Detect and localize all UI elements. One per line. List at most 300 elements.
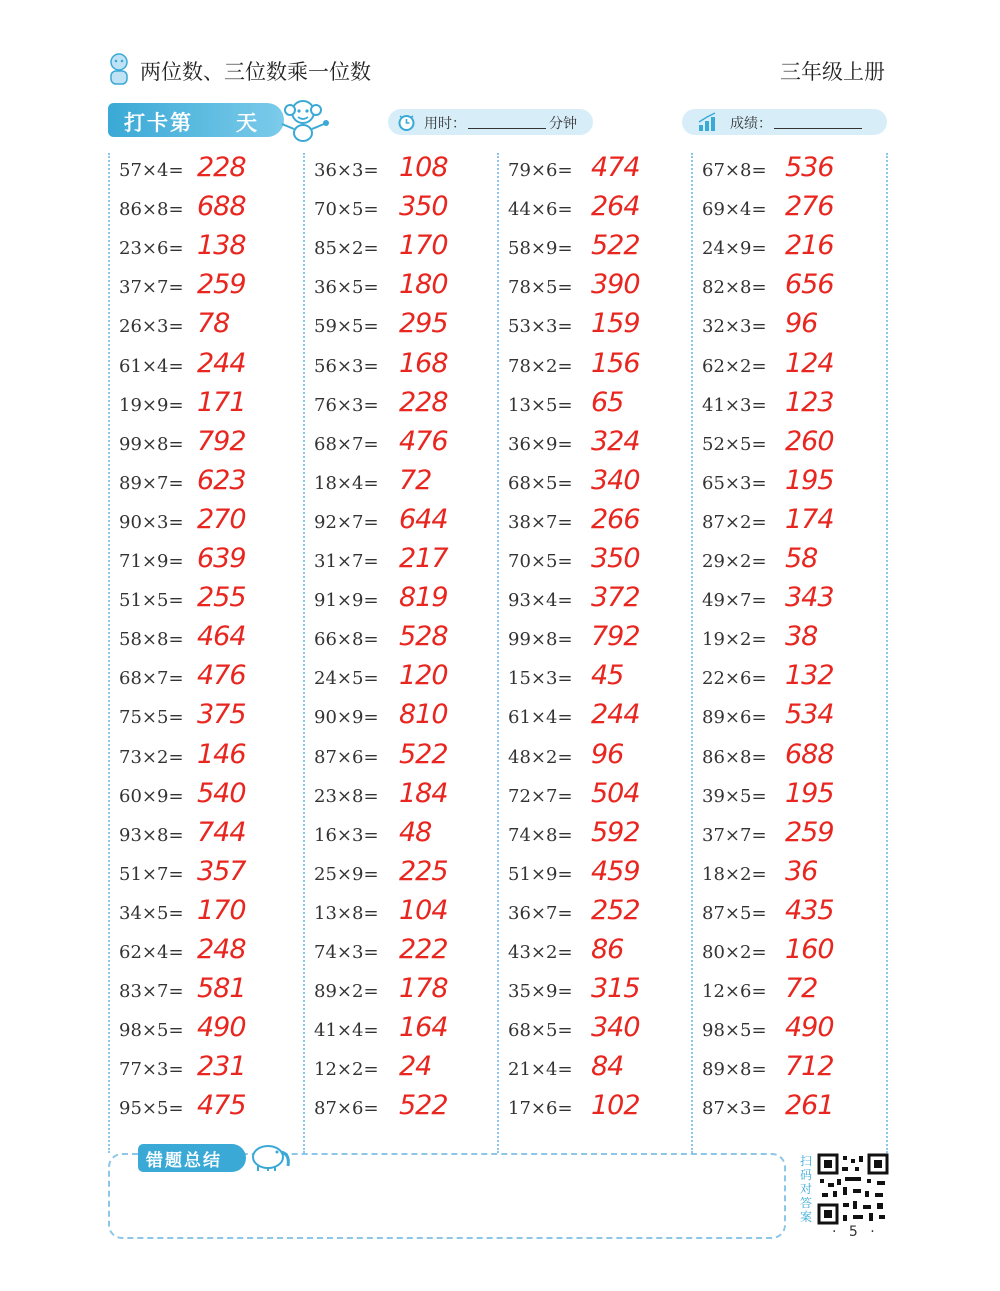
problem-row — [119, 386, 299, 430]
problem-question: 18×2= — [702, 863, 767, 885]
problem-row — [508, 738, 688, 782]
score-label: 成绩： — [730, 116, 772, 132]
handwritten-answer: 248 — [197, 934, 246, 965]
handwritten-answer: 350 — [399, 191, 448, 223]
problem-question: 52×5= — [702, 433, 767, 455]
problem-question: 38×7= — [508, 511, 573, 533]
problem-row — [119, 152, 299, 195]
problem-question: 43×2= — [508, 942, 573, 963]
problem-question: 85×2= — [314, 238, 379, 260]
problem-row — [119, 269, 299, 312]
problem-row — [314, 660, 494, 703]
handwritten-answer: 132 — [785, 660, 834, 692]
problem-question: 26×3= — [119, 316, 184, 338]
problem-question: 87×5= — [702, 902, 767, 924]
handwritten-answer: 744 — [197, 816, 246, 848]
problem-row — [314, 425, 494, 469]
problem-row — [702, 464, 882, 508]
problem-row — [119, 621, 299, 664]
problem-question: 29×2= — [702, 551, 767, 572]
problem-question: 87×6= — [314, 1098, 379, 1120]
problem-question: 12×2= — [314, 1059, 379, 1081]
problem-question: 56×3= — [314, 355, 379, 377]
handwritten-answer: 72 — [399, 464, 432, 496]
handwritten-answer: 78 — [197, 308, 230, 340]
handwritten-answer: 180 — [399, 269, 448, 301]
handwritten-answer: 146 — [197, 738, 246, 770]
handwritten-answer: 48 — [399, 816, 432, 848]
problem-question: 87×3= — [702, 1098, 767, 1120]
problem-question: 12×6= — [702, 981, 767, 1003]
handwritten-answer: 159 — [591, 308, 640, 340]
handwritten-answer: 343 — [785, 582, 834, 614]
handwritten-answer: 375 — [197, 699, 246, 731]
handwritten-answer: 261 — [785, 1090, 834, 1122]
problem-question: 36×9= — [508, 433, 573, 455]
column-divider — [497, 153, 499, 1153]
time-blank[interactable] — [468, 128, 546, 129]
handwritten-answer: 228 — [197, 152, 246, 183]
problem-question: 70×5= — [508, 551, 573, 572]
problem-row — [508, 152, 688, 195]
problem-row — [702, 934, 882, 977]
handwritten-answer: 357 — [197, 855, 246, 887]
problem-question: 98×5= — [119, 1020, 184, 1042]
handwritten-answer: 390 — [591, 269, 640, 301]
handwritten-answer: 276 — [785, 191, 834, 223]
problem-row — [508, 699, 688, 742]
handwritten-answer: 688 — [197, 191, 246, 223]
handwritten-answer: 644 — [399, 503, 448, 535]
handwritten-answer: 195 — [785, 777, 834, 809]
handwritten-answer: 490 — [785, 1012, 834, 1044]
mascot-logo-icon — [105, 52, 133, 86]
problem-row — [119, 973, 299, 1016]
problem-question: 93×4= — [508, 590, 573, 612]
problem-row — [314, 152, 494, 195]
handwritten-answer: 315 — [591, 973, 640, 1005]
handwritten-answer: 225 — [399, 855, 448, 887]
problem-row — [702, 660, 882, 703]
problem-question: 22×6= — [702, 668, 767, 690]
problem-row — [702, 386, 882, 430]
handwritten-answer: 522 — [399, 738, 448, 770]
problem-question: 66×8= — [314, 629, 379, 651]
problem-question: 36×3= — [314, 160, 379, 181]
problem-question: 51×5= — [119, 590, 184, 612]
problem-question: 23×8= — [314, 785, 379, 807]
problem-row — [314, 464, 494, 508]
problem-question: 89×2= — [314, 981, 379, 1003]
problem-row — [702, 699, 882, 742]
problem-question: 25×9= — [314, 863, 379, 885]
problem-row — [119, 230, 299, 273]
handwritten-answer: 96 — [591, 738, 624, 770]
handwritten-answer: 36 — [785, 855, 818, 887]
handwritten-answer: 38 — [785, 621, 818, 653]
handwritten-answer: 65 — [591, 386, 624, 418]
problem-row — [119, 1090, 299, 1133]
handwritten-answer: 536 — [785, 152, 834, 183]
problem-question: 87×2= — [702, 511, 767, 533]
problem-row — [314, 816, 494, 860]
problem-row — [508, 386, 688, 430]
page-title: 两位数、三位数乘一位数 — [140, 60, 371, 84]
handwritten-answer: 623 — [197, 464, 246, 496]
problem-row — [314, 269, 494, 312]
problem-question: 49×7= — [702, 590, 767, 612]
clock-icon — [397, 113, 416, 132]
problem-row — [314, 543, 494, 586]
problem-question: 39×5= — [702, 785, 767, 807]
problem-row — [314, 699, 494, 742]
problem-question: 70×5= — [314, 199, 379, 221]
problem-row — [314, 230, 494, 273]
handwritten-answer: 792 — [591, 621, 640, 653]
problem-question: 87×6= — [314, 746, 379, 768]
problem-question: 79×6= — [508, 160, 573, 181]
problem-row — [702, 894, 882, 938]
handwritten-answer: 45 — [591, 660, 624, 692]
problem-question: 98×5= — [702, 1020, 767, 1042]
problem-question: 41×4= — [314, 1020, 379, 1042]
problem-row — [508, 582, 688, 625]
column-divider — [303, 153, 305, 1153]
problem-row — [508, 230, 688, 273]
problem-row — [119, 816, 299, 860]
handwritten-answer: 540 — [197, 777, 246, 809]
problem-row — [508, 660, 688, 703]
handwritten-answer: 86 — [591, 934, 624, 965]
handwritten-answer: 102 — [591, 1090, 640, 1122]
handwritten-answer: 639 — [197, 543, 246, 574]
score-blank[interactable] — [774, 128, 862, 129]
problem-row — [508, 503, 688, 547]
problem-row — [508, 191, 688, 234]
problem-row — [119, 738, 299, 782]
problem-question: 44×6= — [508, 199, 573, 221]
problem-row — [702, 347, 882, 391]
problem-question: 34×5= — [119, 902, 184, 924]
grade-label: 三年级上册 — [780, 60, 885, 84]
problem-row — [119, 503, 299, 547]
handwritten-answer: 792 — [197, 425, 246, 457]
problem-question: 32×3= — [702, 316, 767, 338]
problem-row — [119, 308, 299, 351]
problem-row — [702, 503, 882, 547]
problem-row — [314, 347, 494, 391]
handwritten-answer: 168 — [399, 347, 448, 379]
problem-row — [508, 425, 688, 469]
handwritten-answer: 222 — [399, 934, 448, 965]
problem-question: 13×8= — [314, 902, 379, 924]
problem-row — [508, 269, 688, 312]
problem-question: 86×8= — [119, 199, 184, 221]
problem-question: 15×3= — [508, 668, 573, 690]
problem-question: 35×9= — [508, 981, 573, 1003]
handwritten-answer: 138 — [197, 230, 246, 262]
problem-row — [508, 816, 688, 860]
problem-question: 19×9= — [119, 394, 184, 416]
problem-row — [314, 934, 494, 977]
problem-question: 18×4= — [314, 472, 379, 494]
problem-question: 99×8= — [508, 629, 573, 651]
handwritten-answer: 108 — [399, 152, 448, 183]
handwritten-answer: 435 — [785, 894, 834, 926]
handwritten-answer: 244 — [591, 699, 640, 731]
handwritten-answer: 688 — [785, 738, 834, 770]
problem-row — [314, 855, 494, 899]
problem-question: 75×5= — [119, 707, 184, 729]
problem-row — [702, 1051, 882, 1094]
problem-row — [314, 1090, 494, 1133]
problem-question: 31×7= — [314, 551, 379, 572]
problem-row — [508, 347, 688, 391]
problem-question: 60×9= — [119, 785, 184, 807]
problem-question: 68×7= — [119, 668, 184, 690]
problem-row — [314, 503, 494, 547]
problem-row — [508, 1090, 688, 1133]
handwritten-answer: 252 — [591, 894, 640, 926]
problem-question: 37×7= — [119, 277, 184, 299]
problem-row — [508, 973, 688, 1016]
problem-row — [508, 855, 688, 899]
problem-question: 99×8= — [119, 433, 184, 455]
problem-question: 74×3= — [314, 942, 379, 963]
problem-question: 13×5= — [508, 394, 573, 416]
problem-question: 36×7= — [508, 902, 573, 924]
problem-question: 19×2= — [702, 629, 767, 651]
problem-question: 95×5= — [119, 1098, 184, 1120]
problem-question: 61×4= — [508, 707, 573, 729]
problem-row — [508, 894, 688, 938]
problem-question: 73×2= — [119, 746, 184, 768]
handwritten-answer: 264 — [591, 191, 640, 223]
handwritten-answer: 295 — [399, 308, 448, 340]
problem-row — [702, 543, 882, 586]
handwritten-answer: 522 — [399, 1090, 448, 1122]
problem-row — [702, 152, 882, 195]
handwritten-answer: 96 — [785, 308, 818, 340]
problem-question: 72×7= — [508, 785, 573, 807]
handwritten-answer: 504 — [591, 777, 640, 809]
handwritten-answer: 123 — [785, 386, 834, 418]
handwritten-answer: 156 — [591, 347, 640, 379]
problem-row — [702, 1090, 882, 1133]
problem-question: 37×7= — [702, 824, 767, 846]
handwritten-answer: 476 — [399, 425, 448, 457]
problem-question: 90×9= — [314, 707, 379, 729]
problem-question: 58×9= — [508, 238, 573, 260]
elephant-icon — [244, 1138, 294, 1172]
problem-question: 51×9= — [508, 863, 573, 885]
handwritten-answer: 340 — [591, 1012, 640, 1044]
problem-row — [702, 816, 882, 860]
problem-question: 61×4= — [119, 355, 184, 377]
column-divider — [886, 153, 888, 1153]
problem-question: 92×7= — [314, 511, 379, 533]
problem-question: 80×2= — [702, 942, 767, 963]
problem-row — [508, 1051, 688, 1094]
problem-question: 89×7= — [119, 472, 184, 494]
handwritten-answer: 259 — [197, 269, 246, 301]
problem-row — [119, 934, 299, 977]
page-number: · 5 · — [832, 1224, 879, 1240]
qr-code-icon[interactable] — [817, 1153, 889, 1225]
problem-row — [314, 1012, 494, 1055]
handwritten-answer: 266 — [591, 503, 640, 535]
handwritten-answer: 170 — [197, 894, 246, 926]
problem-row — [508, 777, 688, 821]
problem-question: 58×8= — [119, 629, 184, 651]
problem-row — [119, 894, 299, 938]
problem-row — [119, 660, 299, 703]
problem-row — [702, 269, 882, 312]
handwritten-answer: 656 — [785, 269, 834, 301]
problem-row — [702, 621, 882, 664]
handwritten-answer: 592 — [591, 816, 640, 848]
problem-question: 67×8= — [702, 160, 767, 181]
handwritten-answer: 231 — [197, 1051, 246, 1083]
problem-question: 51×7= — [119, 863, 184, 885]
column-divider — [691, 153, 693, 1153]
problem-question: 78×5= — [508, 277, 573, 299]
problem-row — [119, 347, 299, 391]
problem-question: 68×5= — [508, 1020, 573, 1042]
problem-row — [314, 386, 494, 430]
problem-row — [314, 973, 494, 1016]
handwritten-answer: 534 — [785, 699, 834, 731]
problem-row — [702, 191, 882, 234]
problem-question: 68×7= — [314, 433, 379, 455]
problem-row — [314, 191, 494, 234]
monkey-icon — [274, 96, 332, 142]
problem-question: 91×9= — [314, 590, 379, 612]
problem-row — [314, 894, 494, 938]
problem-row — [702, 308, 882, 351]
handwritten-answer: 350 — [591, 543, 640, 574]
handwritten-answer: 228 — [399, 386, 448, 418]
problem-question: 93×8= — [119, 824, 184, 846]
problem-question: 53×3= — [508, 316, 573, 338]
handwritten-answer: 178 — [399, 973, 448, 1005]
checkin-day-label: 天 — [236, 111, 257, 135]
problem-row — [702, 425, 882, 469]
problem-question: 17×6= — [508, 1098, 573, 1120]
handwritten-answer: 217 — [399, 543, 448, 574]
handwritten-answer: 372 — [591, 582, 640, 614]
handwritten-answer: 171 — [197, 386, 246, 418]
handwritten-answer: 475 — [197, 1090, 246, 1122]
handwritten-answer: 270 — [197, 503, 246, 535]
handwritten-answer: 459 — [591, 855, 640, 887]
problem-row — [119, 1051, 299, 1094]
problem-row — [119, 1012, 299, 1055]
problem-row — [508, 621, 688, 664]
handwritten-answer: 244 — [197, 347, 246, 379]
problem-row — [119, 543, 299, 586]
problem-question: 69×4= — [702, 199, 767, 221]
problem-question: 82×8= — [702, 277, 767, 299]
problem-question: 36×5= — [314, 277, 379, 299]
problem-row — [314, 308, 494, 351]
problem-row — [702, 738, 882, 782]
handwritten-answer: 120 — [399, 660, 448, 692]
bar-chart-icon — [697, 112, 719, 132]
scan-answer-text: 扫码对答案 — [799, 1154, 812, 1224]
handwritten-answer: 24 — [399, 1051, 432, 1083]
problem-row — [314, 1051, 494, 1094]
handwritten-answer: 810 — [399, 699, 448, 731]
problem-question: 71×9= — [119, 551, 184, 572]
handwritten-answer: 528 — [399, 621, 448, 653]
problem-row — [508, 1012, 688, 1055]
problem-question: 68×5= — [508, 472, 573, 494]
problem-row — [314, 621, 494, 664]
handwritten-answer: 170 — [399, 230, 448, 262]
problem-question: 41×3= — [702, 394, 767, 416]
problem-row — [119, 582, 299, 625]
handwritten-answer: 464 — [197, 621, 246, 653]
handwritten-answer: 84 — [591, 1051, 624, 1083]
problem-row — [119, 777, 299, 821]
handwritten-answer: 490 — [197, 1012, 246, 1044]
problem-row — [314, 738, 494, 782]
problem-row — [314, 777, 494, 821]
handwritten-answer: 58 — [785, 543, 818, 574]
problem-question: 77×3= — [119, 1059, 184, 1081]
problem-row — [508, 308, 688, 351]
handwritten-answer: 324 — [591, 425, 640, 457]
handwritten-answer: 174 — [785, 503, 834, 535]
handwritten-answer: 184 — [399, 777, 448, 809]
handwritten-answer: 340 — [591, 464, 640, 496]
handwritten-answer: 195 — [785, 464, 834, 496]
problem-row — [702, 1012, 882, 1055]
handwritten-answer: 260 — [785, 425, 834, 457]
problem-row — [119, 425, 299, 469]
problem-row — [119, 191, 299, 234]
problem-row — [702, 973, 882, 1016]
problem-question: 48×2= — [508, 746, 573, 768]
problem-question: 59×5= — [314, 316, 379, 338]
handwritten-answer: 522 — [591, 230, 640, 262]
handwritten-answer: 160 — [785, 934, 834, 965]
problem-question: 16×3= — [314, 824, 379, 846]
problem-row — [508, 934, 688, 977]
handwritten-answer: 819 — [399, 582, 448, 614]
handwritten-answer: 712 — [785, 1051, 834, 1083]
problem-question: 89×8= — [702, 1059, 767, 1081]
problem-question: 24×9= — [702, 238, 767, 260]
problem-question: 74×8= — [508, 824, 573, 846]
problem-question: 65×3= — [702, 472, 767, 494]
problem-row — [702, 777, 882, 821]
problem-row — [702, 582, 882, 625]
column-divider — [108, 153, 110, 1153]
handwritten-answer: 476 — [197, 660, 246, 692]
problem-question: 86×8= — [702, 746, 767, 768]
problem-question: 89×6= — [702, 707, 767, 729]
time-unit: 分钟 — [549, 116, 577, 132]
problem-question: 83×7= — [119, 981, 184, 1003]
handwritten-answer: 216 — [785, 230, 834, 262]
problem-question: 62×2= — [702, 355, 767, 377]
problem-question: 57×4= — [119, 160, 184, 181]
problem-row — [508, 543, 688, 586]
handwritten-answer: 259 — [785, 816, 834, 848]
problem-row — [119, 699, 299, 742]
